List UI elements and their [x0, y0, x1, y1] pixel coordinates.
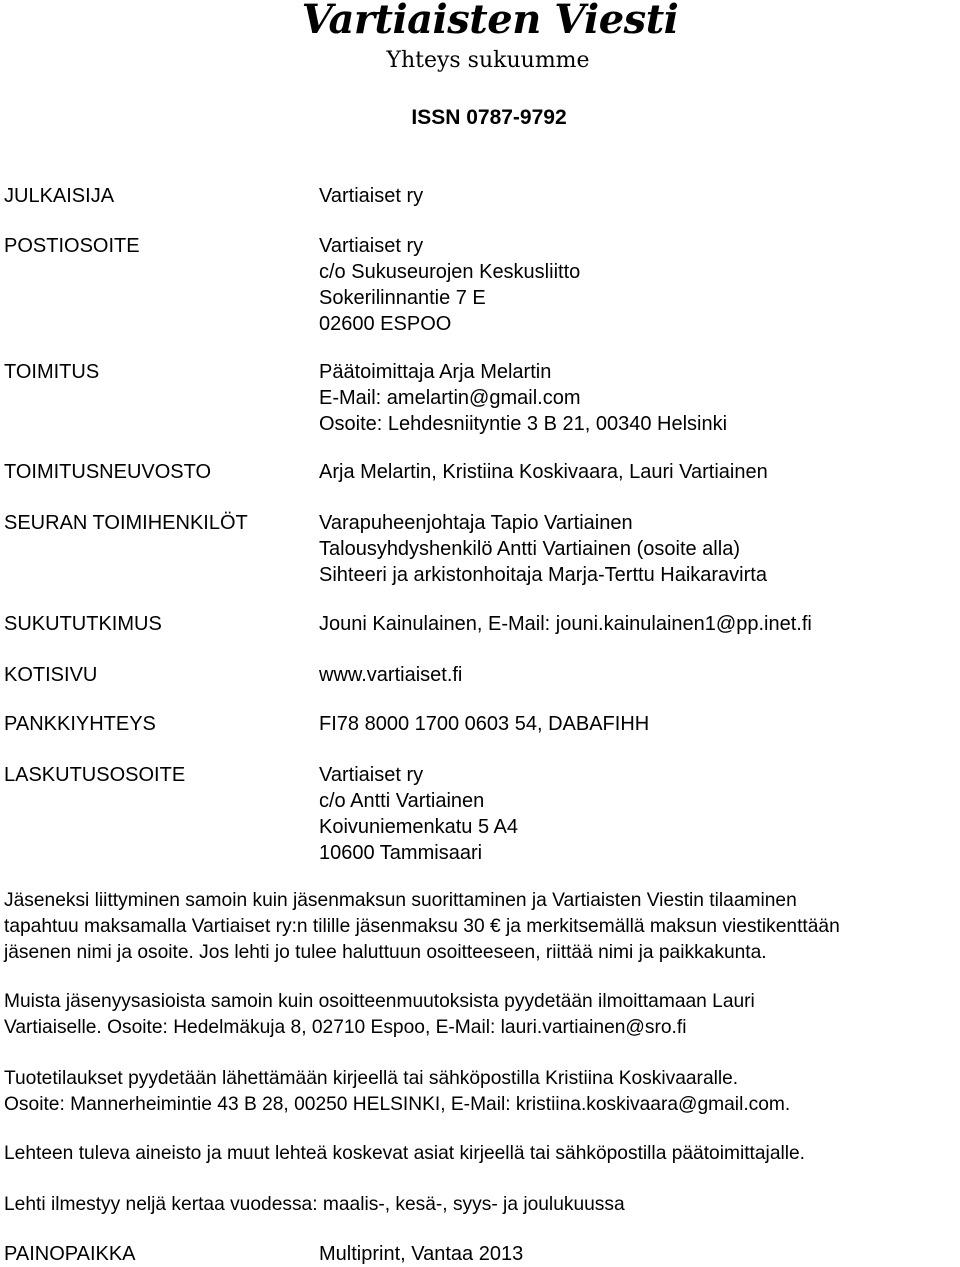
label-seuran-toimihenkilot: SEURAN TOIMIHENKILÖT: [4, 512, 248, 534]
value-laskutusosoite: [319, 762, 518, 866]
billing-address-line: Koivuniemenkatu 5 A4: [319, 816, 519, 838]
postal-address-line: Sokerilinnantie 7 E: [319, 287, 486, 309]
editor-name: Päätoimittaja Arja Melartin: [319, 361, 552, 383]
paragraph-line: Lehti ilmestyy neljä kertaa vuodessa: maalis-, kesä-, syys- ja joulukuussa: [4, 1194, 625, 1215]
billing-address-line: Vartiaiset ry: [319, 764, 424, 786]
paragraph-line: Lehteen tuleva aineisto ja muut lehteä koskevat asiat kirjeellä tai sähköpostilla päätoimittajalle.: [4, 1143, 806, 1164]
label-toimitusneuvosto: TOIMITUSNEUVOSTO: [4, 461, 212, 483]
value-pankkiyhteys: [319, 711, 649, 737]
publisher-name: Vartiaiset ry: [319, 185, 424, 207]
publication-title: Vartiaisten Viesti: [301, 0, 679, 43]
label-postiosoite: POSTIOSOITE: [4, 235, 140, 257]
value-seuran-toimihenkilot: [319, 510, 767, 588]
editorial-board-members: Arja Melartin, Kristiina Koskivaara, Lauri Vartiainen: [319, 461, 768, 483]
publication-subtitle: Yhteys sukuumme: [386, 48, 590, 73]
postal-address-line: 02600 ESPOO: [319, 313, 452, 335]
address-changes-paragraph: [4, 989, 755, 1041]
genealogy-contact[interactable]: Jouni Kainulainen, E-Mail: jouni.kainulainen1@pp.inet.fi: [319, 613, 812, 635]
value-postiosoite: [319, 233, 580, 337]
officer-line: Varapuheenjohtaja Tapio Vartiainen: [319, 512, 633, 534]
schedule-paragraph: [4, 1192, 625, 1218]
issn-number: ISSN 0787-9792: [411, 106, 567, 129]
value-painopaikka: [319, 1241, 523, 1267]
paragraph-line: Jäseneksi liittyminen samoin kuin jäsenmaksun suorittaminen ja Vartiaisten Viestin tilaaminen: [4, 890, 797, 911]
printer-info: Multiprint, Vantaa 2013: [319, 1243, 524, 1265]
membership-paragraph: [4, 888, 840, 966]
bank-account: FI78 8000 1700 0603 54, DABAFIHH: [319, 713, 650, 735]
label-toimitus: TOIMITUS: [4, 361, 100, 383]
orders-paragraph: [4, 1066, 790, 1118]
paragraph-line: Vartiaiselle. Osoite: Hedelmäkuja 8, 02710 Espoo, E-Mail: lauri.vartiainen@sro.fi: [4, 1017, 687, 1038]
paragraph-line: Muista jäsenyysasioista samoin kuin osoitteenmuutoksista pyydetään ilmoittamaan Lauri: [4, 991, 755, 1012]
paragraph-line: jäsenen nimi ja osoite. Jos lehti jo tulee haluttuun osoitteeseen, riittää nimi ja paikkakunta.: [4, 942, 767, 963]
label-pankkiyhteys: PANKKIYHTEYS: [4, 713, 156, 735]
value-julkaisija: [319, 183, 423, 209]
paragraph-line: Tuotetilaukset pyydetään lähettämään kirjeellä tai sähköpostilla Kristiina Koskivaaralle.: [4, 1068, 739, 1089]
editor-email[interactable]: E-Mail: amelartin@gmail.com: [319, 387, 581, 409]
officer-line: Talousyhdyshenkilö Antti Vartiainen (osoite alla): [319, 538, 740, 560]
paragraph-line: Osoite: Mannerheimintie 43 B 28, 00250 HELSINKI, E-Mail: kristiina.koskivaara@gmail.com.: [4, 1094, 791, 1115]
value-kotisivu: [319, 662, 462, 688]
value-toimitus: [319, 359, 727, 437]
postal-address-line: Vartiaiset ry: [319, 235, 424, 257]
officer-line: Sihteeri ja arkistonhoitaja Marja-Terttu Haikaravirta: [319, 564, 767, 586]
postal-address-line: c/o Sukuseurojen Keskusliitto: [319, 261, 581, 283]
label-sukututkimus: SUKUTUTKIMUS: [4, 613, 162, 635]
editor-address: Osoite: Lehdesniityntie 3 B 21, 00340 Helsinki: [319, 413, 728, 435]
label-julkaisija: JULKAISIJA: [4, 185, 115, 207]
value-sukututkimus: [319, 611, 812, 637]
label-painopaikka: PAINOPAIKKA: [4, 1243, 136, 1265]
label-kotisivu: KOTISIVU: [4, 664, 98, 686]
material-paragraph: [4, 1141, 805, 1167]
billing-address-line: c/o Antti Vartiainen: [319, 790, 485, 812]
value-toimitusneuvosto: [319, 459, 768, 485]
label-laskutusosoite: LASKUTUSOSOITE: [4, 764, 186, 786]
homepage-link[interactable]: www.vartiaiset.fi: [319, 664, 463, 686]
paragraph-line: tapahtuu maksamalla Vartiaiset ry:n tilille jäsenmaksu 30 € ja merkitsemällä maksun viestikenttään: [4, 916, 840, 937]
billing-address-line: 10600 Tammisaari: [319, 842, 483, 864]
